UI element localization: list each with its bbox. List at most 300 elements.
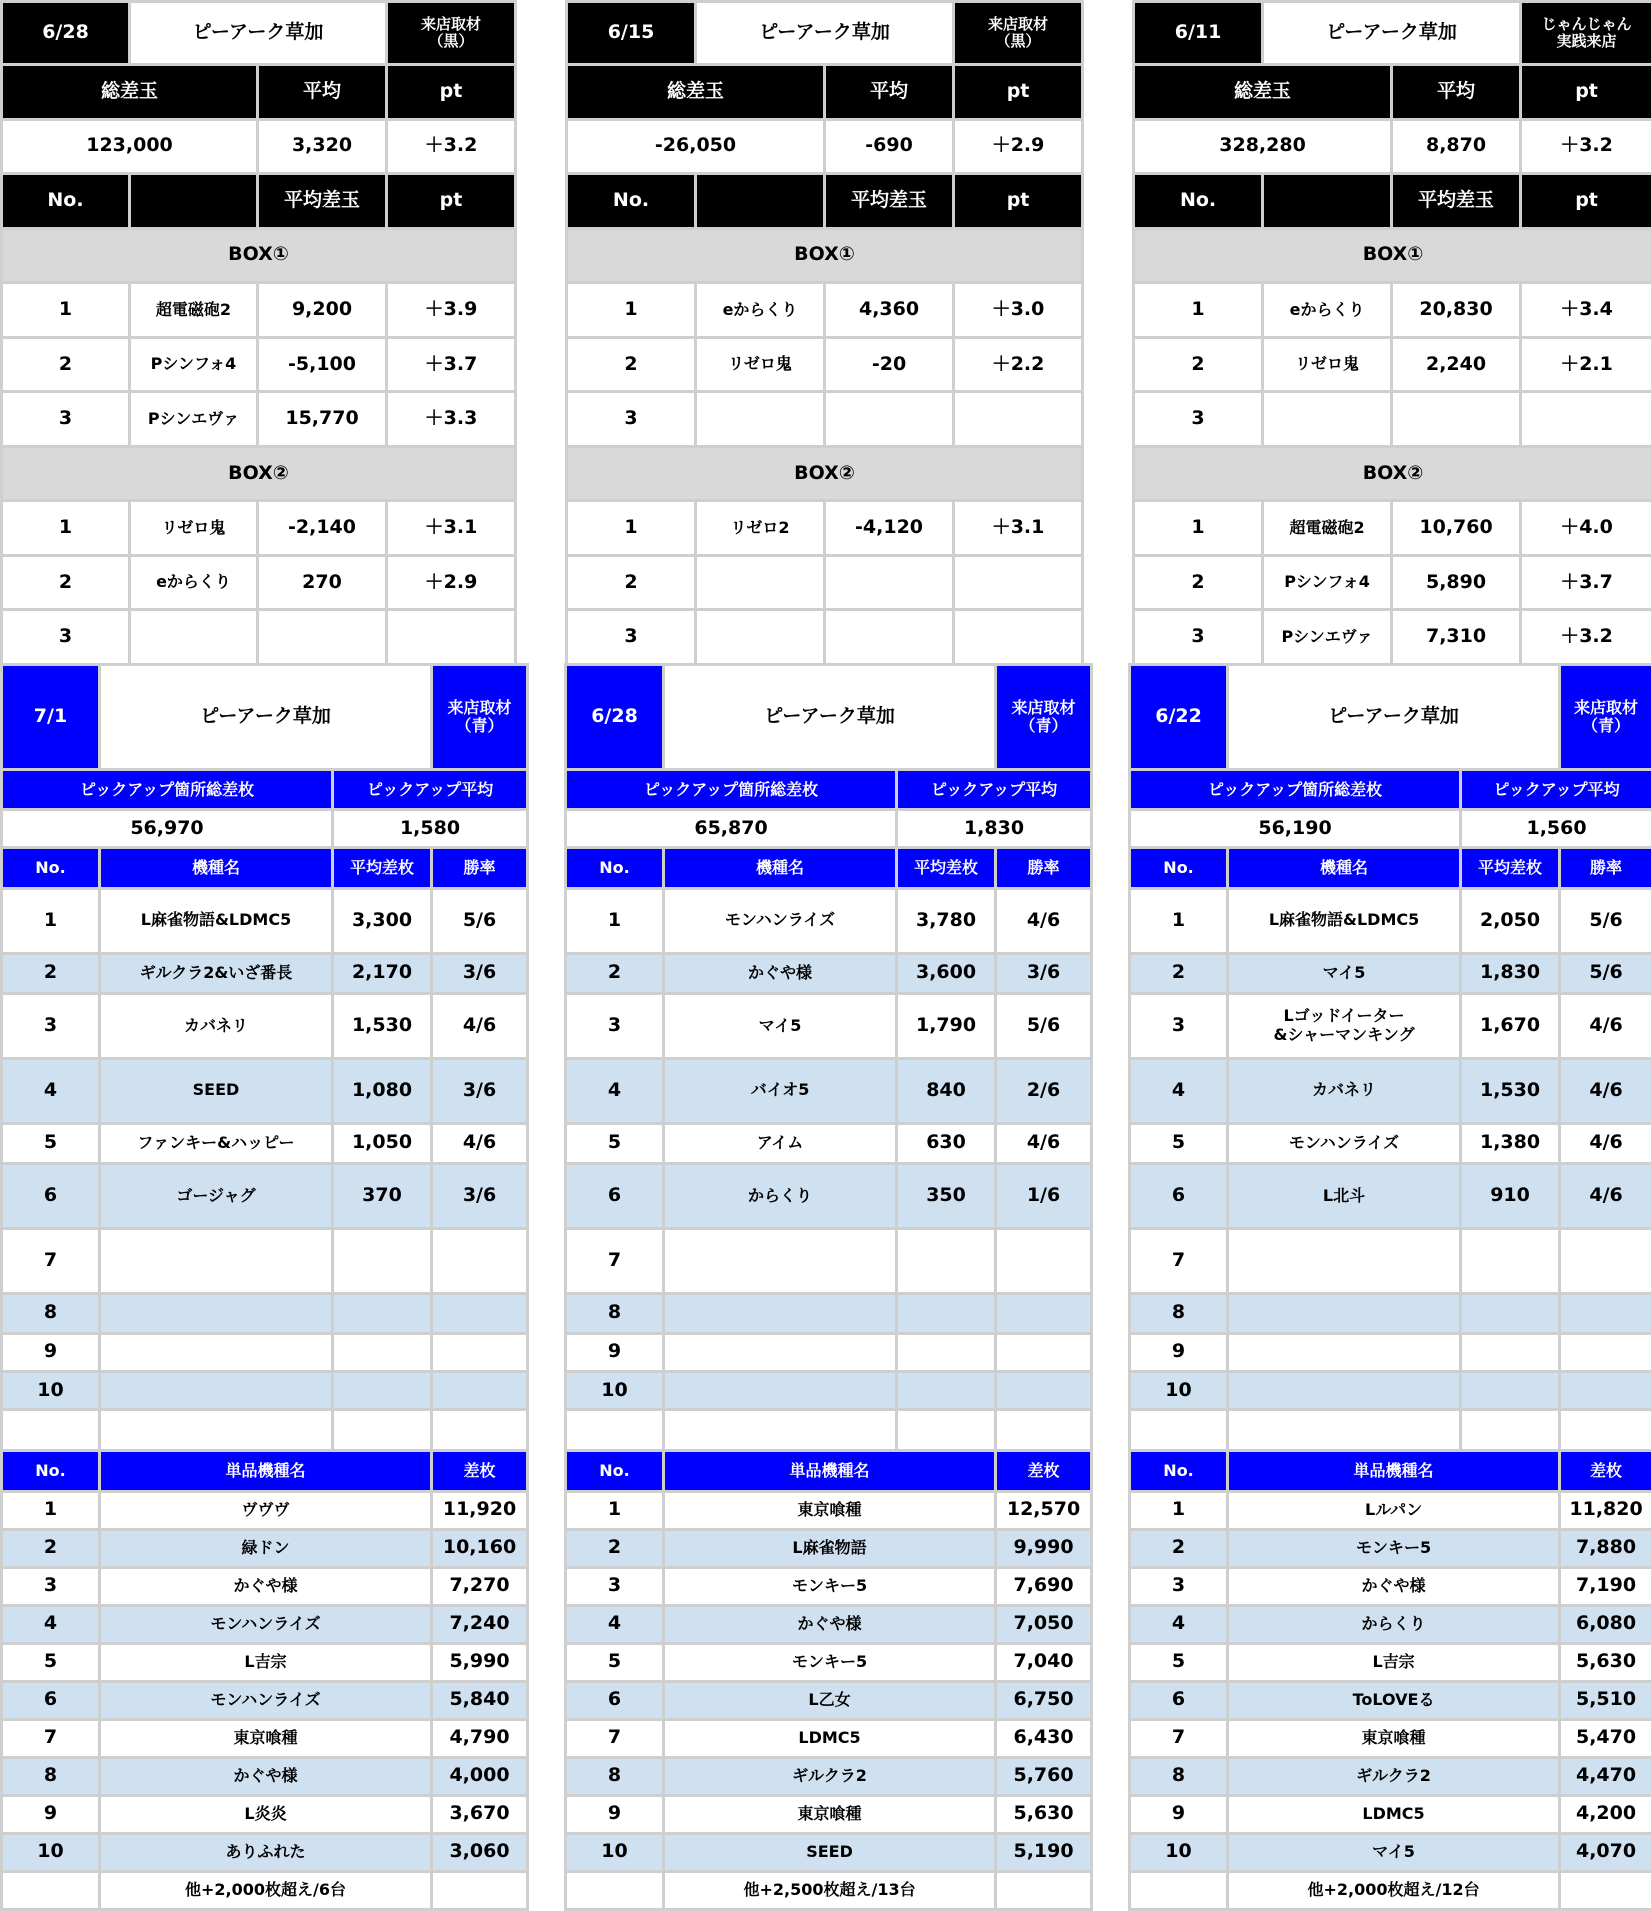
- win-rate-value: [996, 1228, 1092, 1293]
- pt-value: ＋3.3: [387, 392, 516, 447]
- column-gap: [516, 119, 567, 174]
- pick-header-machine: 機種名: [664, 848, 897, 888]
- row-number: 7: [2, 1228, 100, 1293]
- row-number: 4: [566, 1605, 664, 1643]
- bottom-row: [2, 1293, 1651, 1333]
- row-number: 1: [2, 283, 130, 338]
- top-row: [2, 337, 1651, 392]
- bottom-row: [2, 848, 1651, 888]
- single-machine-name: L吉宗: [100, 1643, 432, 1681]
- machine-name: [100, 1228, 333, 1293]
- column-gap: [528, 1371, 566, 1409]
- pt-value: ＋2.9: [387, 555, 516, 610]
- avg-value: 20,830: [1392, 283, 1521, 338]
- pickup-total-value: 56,190: [1130, 810, 1461, 848]
- bottom-row: [2, 770, 1651, 810]
- win-rate-value: 4/6: [996, 888, 1092, 953]
- row-number: 4: [566, 1058, 664, 1123]
- summary-header-total: 総差玉: [2, 65, 258, 120]
- bottom-row: [2, 810, 1651, 848]
- bottom-row: [2, 1163, 1651, 1228]
- pt-value: ＋4.0: [1521, 501, 1651, 556]
- avg-diff-value: [333, 1371, 432, 1409]
- column-gap: [528, 1795, 566, 1833]
- row-number: 3: [2, 1567, 100, 1605]
- column-gap: [1092, 1567, 1130, 1605]
- row-number: 1: [566, 888, 664, 953]
- machine-name: 超電磁砲2: [1263, 501, 1392, 556]
- single-diff-value: 5,840: [432, 1681, 528, 1719]
- bottom-row: [2, 1757, 1651, 1795]
- row-number: 3: [566, 993, 664, 1058]
- single-diff-value: 9,990: [996, 1529, 1092, 1567]
- win-rate-value: [996, 1333, 1092, 1371]
- single-diff-value: 5,760: [996, 1757, 1092, 1795]
- single-header-number: No.: [566, 1451, 664, 1491]
- avg-diff-value: [333, 1333, 432, 1371]
- column-gap: [528, 1228, 566, 1293]
- column-gap: [528, 665, 566, 770]
- bottom-results-table: [0, 663, 1651, 1911]
- row-number: 3: [566, 1567, 664, 1605]
- win-rate-value: 4/6: [432, 993, 528, 1058]
- summary-header-average: 平均: [1392, 65, 1521, 120]
- single-diff-value: 5,630: [1560, 1643, 1651, 1681]
- box-label: BOX②: [2, 446, 516, 501]
- single-diff-value: 5,190: [996, 1833, 1092, 1871]
- machine-name: マイ5: [1228, 953, 1461, 993]
- machine-name: Pシンエヴァ: [1263, 610, 1392, 665]
- single-header-number: No.: [2, 1451, 100, 1491]
- row-number: 6: [566, 1681, 664, 1719]
- row-number: 10: [1130, 1833, 1228, 1871]
- column-gap: [1092, 1491, 1130, 1529]
- column-gap: [528, 1643, 566, 1681]
- machine-name: L麻雀物語&LDMC5: [100, 888, 333, 953]
- spacer-cell: [566, 1409, 664, 1450]
- row-number: 3: [1134, 392, 1263, 447]
- column-gap: [528, 1293, 566, 1333]
- row-number: 2: [2, 1529, 100, 1567]
- pt-value: ＋3.7: [387, 337, 516, 392]
- avg-diff-value: 3,780: [897, 888, 996, 953]
- coverage-tag: 来店取材 （青）: [432, 665, 528, 770]
- column-gap: [516, 2, 567, 65]
- single-diff-value: 7,040: [996, 1643, 1092, 1681]
- spacer-cell: [2, 1409, 100, 1450]
- single-header-diff: 差枚: [1560, 1451, 1651, 1491]
- win-rate-value: 4/6: [1560, 993, 1651, 1058]
- machine-name: モンハンライズ: [1228, 1123, 1461, 1163]
- pick-header-winrate: 勝率: [432, 848, 528, 888]
- row-number: 3: [1130, 993, 1228, 1058]
- avg-diff-value: [897, 1293, 996, 1333]
- row-number: 5: [2, 1643, 100, 1681]
- pt-value: [954, 555, 1083, 610]
- win-rate-value: 5/6: [1560, 953, 1651, 993]
- single-machine-name: かぐや様: [100, 1757, 432, 1795]
- pickup-average-header: ピックアップ平均: [897, 770, 1092, 810]
- date-label: 6/22: [1130, 665, 1228, 770]
- column-gap: [516, 446, 567, 501]
- pickup-total-header: ピックアップ箇所総差枚: [2, 770, 333, 810]
- pick-header-avg: 平均差枚: [1461, 848, 1560, 888]
- column-gap: [1092, 1293, 1130, 1333]
- column-gap: [528, 888, 566, 953]
- column-gap: [1083, 228, 1134, 283]
- row-number: 3: [2, 392, 130, 447]
- single-diff-value: 5,990: [432, 1643, 528, 1681]
- machine-name: [100, 1371, 333, 1409]
- column-header-machine: [130, 174, 258, 229]
- date-label: 7/1: [2, 665, 100, 770]
- avg-diff-value: 910: [1461, 1163, 1560, 1228]
- column-header-pt: pt: [954, 174, 1083, 229]
- column-gap: [516, 65, 567, 120]
- single-diff-value: 11,920: [432, 1491, 528, 1529]
- win-rate-value: [1560, 1333, 1651, 1371]
- box-label: BOX①: [1134, 228, 1651, 283]
- avg-diff-value: 1,830: [1461, 953, 1560, 993]
- bottom-row: [2, 1681, 1651, 1719]
- summary-header-pt: pt: [1521, 65, 1651, 120]
- column-gap: [1083, 392, 1134, 447]
- single-diff-value: 11,820: [1560, 1491, 1651, 1529]
- pt-value: ＋3.0: [954, 283, 1083, 338]
- avg-value: [825, 610, 954, 665]
- column-gap: [1092, 770, 1130, 810]
- column-gap: [528, 1529, 566, 1567]
- row-number: 1: [1130, 888, 1228, 953]
- column-gap: [516, 228, 567, 283]
- store-name: ピーアーク草加: [100, 665, 432, 770]
- top-row: [2, 228, 1651, 283]
- pt-value: [1521, 392, 1651, 447]
- pt-value: ＋2.1: [1521, 337, 1651, 392]
- spacer-cell: [100, 1409, 333, 1450]
- column-gap: [528, 1567, 566, 1605]
- row-number: 9: [2, 1795, 100, 1833]
- row-number: 9: [2, 1333, 100, 1371]
- avg-value: [258, 610, 387, 665]
- avg-value: 15,770: [258, 392, 387, 447]
- win-rate-value: 4/6: [432, 1123, 528, 1163]
- single-diff-value: 4,200: [1560, 1795, 1651, 1833]
- column-gap: [1083, 446, 1134, 501]
- row-number: 5: [566, 1123, 664, 1163]
- row-number: 2: [567, 337, 696, 392]
- avg-diff-value: 1,670: [1461, 993, 1560, 1058]
- column-gap: [1083, 610, 1134, 665]
- pt-value: ＋3.1: [954, 501, 1083, 556]
- column-header-machine: [1263, 174, 1392, 229]
- pickup-total-header: ピックアップ箇所総差枚: [566, 770, 897, 810]
- avg-diff-value: 3,300: [333, 888, 432, 953]
- avg-diff-value: 1,530: [333, 993, 432, 1058]
- column-gap: [528, 810, 566, 848]
- bottom-row: [2, 1795, 1651, 1833]
- bottom-row: [2, 1605, 1651, 1643]
- row-number: 1: [2, 888, 100, 953]
- single-diff-value: 12,570: [996, 1491, 1092, 1529]
- column-gap: [528, 1605, 566, 1643]
- machine-name: L麻雀物語&LDMC5: [1228, 888, 1461, 953]
- store-name: ピーアーク草加: [696, 2, 954, 65]
- row-number: 2: [2, 555, 130, 610]
- pick-header-number: No.: [1130, 848, 1228, 888]
- column-gap: [528, 1871, 566, 1909]
- pt-value: ＋3.7: [1521, 555, 1651, 610]
- row-number: 1: [567, 501, 696, 556]
- column-gap: [1092, 1228, 1130, 1293]
- column-gap: [516, 392, 567, 447]
- avg-diff-value: 350: [897, 1163, 996, 1228]
- single-machine-name: モンキー5: [664, 1643, 996, 1681]
- single-machine-name: L乙女: [664, 1681, 996, 1719]
- single-machine-name: Lルパン: [1228, 1491, 1560, 1529]
- column-gap: [528, 1833, 566, 1871]
- column-gap: [1092, 1643, 1130, 1681]
- row-number: 7: [566, 1228, 664, 1293]
- row-number: 3: [1134, 610, 1263, 665]
- column-gap: [1092, 1333, 1130, 1371]
- row-number: 4: [2, 1058, 100, 1123]
- single-header-diff: 差枚: [996, 1451, 1092, 1491]
- summary-total-value: 123,000: [2, 119, 258, 174]
- row-number: 2: [2, 337, 130, 392]
- single-machine-name: かぐや様: [100, 1567, 432, 1605]
- summary-header-pt: pt: [954, 65, 1083, 120]
- column-gap: [528, 1058, 566, 1123]
- box-label: BOX②: [1134, 446, 1651, 501]
- avg-diff-value: 370: [333, 1163, 432, 1228]
- machine-name: [664, 1293, 897, 1333]
- row-number: 8: [1130, 1757, 1228, 1795]
- machine-name: バイオ5: [664, 1058, 897, 1123]
- bottom-row: [2, 1451, 1651, 1491]
- column-header-machine: [696, 174, 825, 229]
- column-gap: [1092, 848, 1130, 888]
- bottom-row: [2, 1409, 1651, 1450]
- machine-name: カバネリ: [100, 993, 333, 1058]
- store-name: ピーアーク草加: [1228, 665, 1560, 770]
- column-header-number: No.: [1134, 174, 1263, 229]
- column-header-pt: pt: [1521, 174, 1651, 229]
- pick-header-machine: 機種名: [100, 848, 333, 888]
- single-machine-name: モンハンライズ: [100, 1605, 432, 1643]
- avg-value: -5,100: [258, 337, 387, 392]
- pick-header-number: No.: [566, 848, 664, 888]
- column-gap: [1092, 1833, 1130, 1871]
- summary-total-value: -26,050: [567, 119, 825, 174]
- machine-name: L北斗: [1228, 1163, 1461, 1228]
- row-number: 2: [2, 953, 100, 993]
- machine-name: リゼロ鬼: [1263, 337, 1392, 392]
- row-number: 2: [1134, 555, 1263, 610]
- avg-diff-value: 1,530: [1461, 1058, 1560, 1123]
- pickup-average-header: ピックアップ平均: [1461, 770, 1651, 810]
- column-gap: [528, 770, 566, 810]
- avg-value: 7,310: [1392, 610, 1521, 665]
- row-number: 6: [2, 1681, 100, 1719]
- footer-blank: [1130, 1871, 1228, 1909]
- single-diff-value: 4,790: [432, 1719, 528, 1757]
- single-machine-name: からくり: [1228, 1605, 1560, 1643]
- store-name: ピーアーク草加: [130, 2, 387, 65]
- single-diff-value: 4,470: [1560, 1757, 1651, 1795]
- machine-name: eからくり: [130, 555, 258, 610]
- row-number: 6: [1130, 1681, 1228, 1719]
- row-number: 1: [567, 283, 696, 338]
- row-number: 7: [1130, 1228, 1228, 1293]
- column-gap: [516, 555, 567, 610]
- row-number: 3: [567, 392, 696, 447]
- column-gap: [1092, 1371, 1130, 1409]
- summary-pt-value: ＋3.2: [1521, 119, 1651, 174]
- column-gap: [1092, 953, 1130, 993]
- row-number: 1: [2, 1491, 100, 1529]
- column-gap: [1092, 1719, 1130, 1757]
- summary-header-average: 平均: [258, 65, 387, 120]
- column-gap: [528, 1719, 566, 1757]
- machine-name: [696, 555, 825, 610]
- spacer-cell: [333, 1409, 432, 1450]
- pick-header-winrate: 勝率: [1560, 848, 1651, 888]
- bottom-row: [2, 1228, 1651, 1293]
- single-machine-name: モンハンライズ: [100, 1681, 432, 1719]
- bottom-row: [2, 1123, 1651, 1163]
- date-label: 6/28: [566, 665, 664, 770]
- footer-blank: [996, 1871, 1092, 1909]
- pickup-total-value: 56,970: [2, 810, 333, 848]
- column-gap: [1092, 888, 1130, 953]
- single-diff-value: 7,270: [432, 1567, 528, 1605]
- row-number: 2: [1130, 1529, 1228, 1567]
- avg-value: -4,120: [825, 501, 954, 556]
- pick-header-winrate: 勝率: [996, 848, 1092, 888]
- date-label: 6/15: [567, 2, 696, 65]
- pt-value: ＋3.2: [1521, 610, 1651, 665]
- bottom-row: [2, 1567, 1651, 1605]
- single-diff-value: 4,070: [1560, 1833, 1651, 1871]
- coverage-tag: 来店取材 （黒）: [954, 2, 1083, 65]
- row-number: 5: [1130, 1123, 1228, 1163]
- single-diff-value: 3,060: [432, 1833, 528, 1871]
- row-number: 5: [2, 1123, 100, 1163]
- pt-value: ＋3.4: [1521, 283, 1651, 338]
- coverage-tag: 来店取材 （黒）: [387, 2, 516, 65]
- win-rate-value: 5/6: [1560, 888, 1651, 953]
- column-gap: [528, 1451, 566, 1491]
- top-row: [2, 174, 1651, 229]
- spacer-cell: [1130, 1409, 1228, 1450]
- column-gap: [516, 283, 567, 338]
- row-number: 9: [1130, 1333, 1228, 1371]
- avg-diff-value: 3,600: [897, 953, 996, 993]
- pick-header-machine: 機種名: [1228, 848, 1461, 888]
- single-header-diff: 差枚: [432, 1451, 528, 1491]
- row-number: 6: [2, 1163, 100, 1228]
- machine-name: [1228, 1333, 1461, 1371]
- machine-name: Pシンエヴァ: [130, 392, 258, 447]
- column-gap: [528, 1333, 566, 1371]
- avg-value: 4,360: [825, 283, 954, 338]
- win-rate-value: [996, 1371, 1092, 1409]
- top-row: [2, 283, 1651, 338]
- row-number: 10: [2, 1371, 100, 1409]
- machine-name: [664, 1371, 897, 1409]
- column-header-avg: 平均差玉: [825, 174, 954, 229]
- column-header-avg: 平均差玉: [258, 174, 387, 229]
- column-gap: [1083, 119, 1134, 174]
- pt-value: [387, 610, 516, 665]
- top-row: [2, 501, 1651, 556]
- bottom-row: [2, 1719, 1651, 1757]
- pick-header-avg: 平均差枚: [897, 848, 996, 888]
- avg-diff-value: 1,080: [333, 1058, 432, 1123]
- column-gap: [528, 1123, 566, 1163]
- summary-average-value: 8,870: [1392, 119, 1521, 174]
- bottom-row: [2, 1871, 1651, 1909]
- column-gap: [528, 1681, 566, 1719]
- row-number: 4: [1130, 1058, 1228, 1123]
- row-number: 4: [1130, 1605, 1228, 1643]
- single-diff-value: 6,080: [1560, 1605, 1651, 1643]
- machine-name: [1228, 1228, 1461, 1293]
- row-number: 2: [1130, 953, 1228, 993]
- machine-name: [1228, 1293, 1461, 1333]
- row-number: 9: [566, 1333, 664, 1371]
- avg-diff-value: 2,170: [333, 953, 432, 993]
- row-number: 1: [1134, 501, 1263, 556]
- row-number: 8: [2, 1293, 100, 1333]
- row-number: 10: [566, 1371, 664, 1409]
- win-rate-value: [432, 1293, 528, 1333]
- top-row: [2, 446, 1651, 501]
- column-header-pt: pt: [387, 174, 516, 229]
- win-rate-value: [432, 1228, 528, 1293]
- column-gap: [1092, 1681, 1130, 1719]
- pickup-average-value: 1,830: [897, 810, 1092, 848]
- single-machine-name: ギルクラ2: [1228, 1757, 1560, 1795]
- column-gap: [1092, 1871, 1130, 1909]
- machine-name: ギルクラ2&いざ番長: [100, 953, 333, 993]
- avg-diff-value: 840: [897, 1058, 996, 1123]
- single-machine-name: ありふれた: [100, 1833, 432, 1871]
- bottom-row: [2, 665, 1651, 770]
- win-rate-value: [1560, 1371, 1651, 1409]
- date-label: 6/11: [1134, 2, 1263, 65]
- avg-value: 270: [258, 555, 387, 610]
- win-rate-value: [996, 1293, 1092, 1333]
- machine-name: [1228, 1371, 1461, 1409]
- top-row: [2, 392, 1651, 447]
- row-number: 3: [1130, 1567, 1228, 1605]
- single-machine-name: モンキー5: [1228, 1529, 1560, 1567]
- single-machine-name: 緑ドン: [100, 1529, 432, 1567]
- column-gap: [1092, 1163, 1130, 1228]
- machine-name: eからくり: [1263, 283, 1392, 338]
- row-number: 1: [1134, 283, 1263, 338]
- column-gap: [528, 953, 566, 993]
- pt-value: [954, 392, 1083, 447]
- top-results-table: [0, 0, 1651, 666]
- row-number: 8: [2, 1757, 100, 1795]
- win-rate-value: 5/6: [996, 993, 1092, 1058]
- pt-value: ＋3.1: [387, 501, 516, 556]
- single-machine-name: 東京喰種: [664, 1491, 996, 1529]
- machine-name: Lゴッドイーター &シャーマンキング: [1228, 993, 1461, 1058]
